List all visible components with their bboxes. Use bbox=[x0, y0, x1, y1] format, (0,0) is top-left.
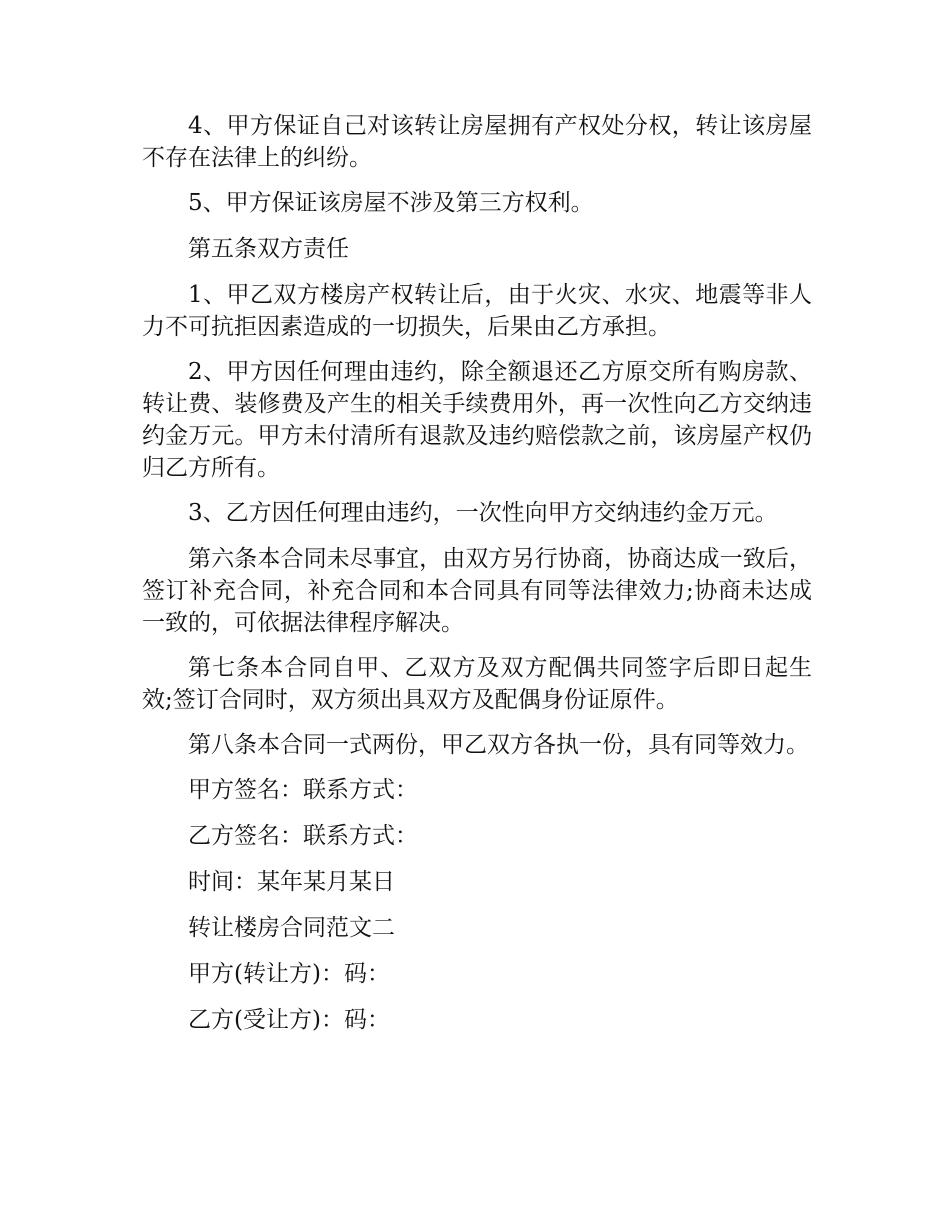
party-b-signature-line: 乙方签名：联系方式： bbox=[188, 823, 418, 849]
template-two-title: 转让楼房合同范文二 bbox=[188, 915, 395, 941]
party-a-transferor-line: 甲方(转让方)：码： bbox=[188, 961, 390, 987]
clause-5-no-third-party-rights: 5、甲方保证该房屋不涉及第三方权利。 bbox=[188, 190, 594, 216]
responsibility-2-seller-breach: 2、甲方因任何理由违约，除全额退还乙方原交所有购房款、转让费、装修费及产生的相关手续费用外，再一次性向乙方交纳违约金万元。甲方未付清所有退款及违约赔偿款之前，该房屋产权仍归乙方所有。 bbox=[142, 359, 812, 481]
article-7-effectiveness: 第七条本合同自甲、乙双方及双方配偶共同签字后即日起生效;签订合同时，双方须出具双方及配偶身份证原件。 bbox=[142, 655, 812, 713]
responsibility-1-force-majeure: 1、甲乙双方楼房产权转让后，由于火灾、水灾、地震等非人力不可抗拒因素造成的一切损失，后果由乙方承担。 bbox=[142, 282, 812, 340]
date-line: 时间：某年某月某日 bbox=[188, 869, 395, 895]
responsibility-3-buyer-breach: 3、乙方因任何理由违约，一次性向甲方交纳违约金万元。 bbox=[188, 500, 778, 526]
party-a-signature-line: 甲方签名：联系方式： bbox=[188, 777, 418, 803]
article-5-heading: 第五条双方责任 bbox=[188, 236, 349, 262]
party-b-transferee-line: 乙方(受让方)：码： bbox=[188, 1007, 390, 1033]
clause-4-seller-ownership: 4、甲方保证自己对该转让房屋拥有产权处分权，转让该房屋不存在法律上的纠纷。 bbox=[142, 113, 812, 171]
document-body bbox=[142, 110, 812, 1050]
article-8-copies: 第八条本合同一式两份，甲乙双方各执一份，具有同等效力。 bbox=[188, 732, 809, 758]
article-6-supplementary: 第六条本合同未尽事宜，由双方另行协商，协商达成一致后，签订补充合同，补充合同和本合同具有同等法律效力;协商未达成一致的，可依据法律程序解决。 bbox=[142, 546, 812, 636]
